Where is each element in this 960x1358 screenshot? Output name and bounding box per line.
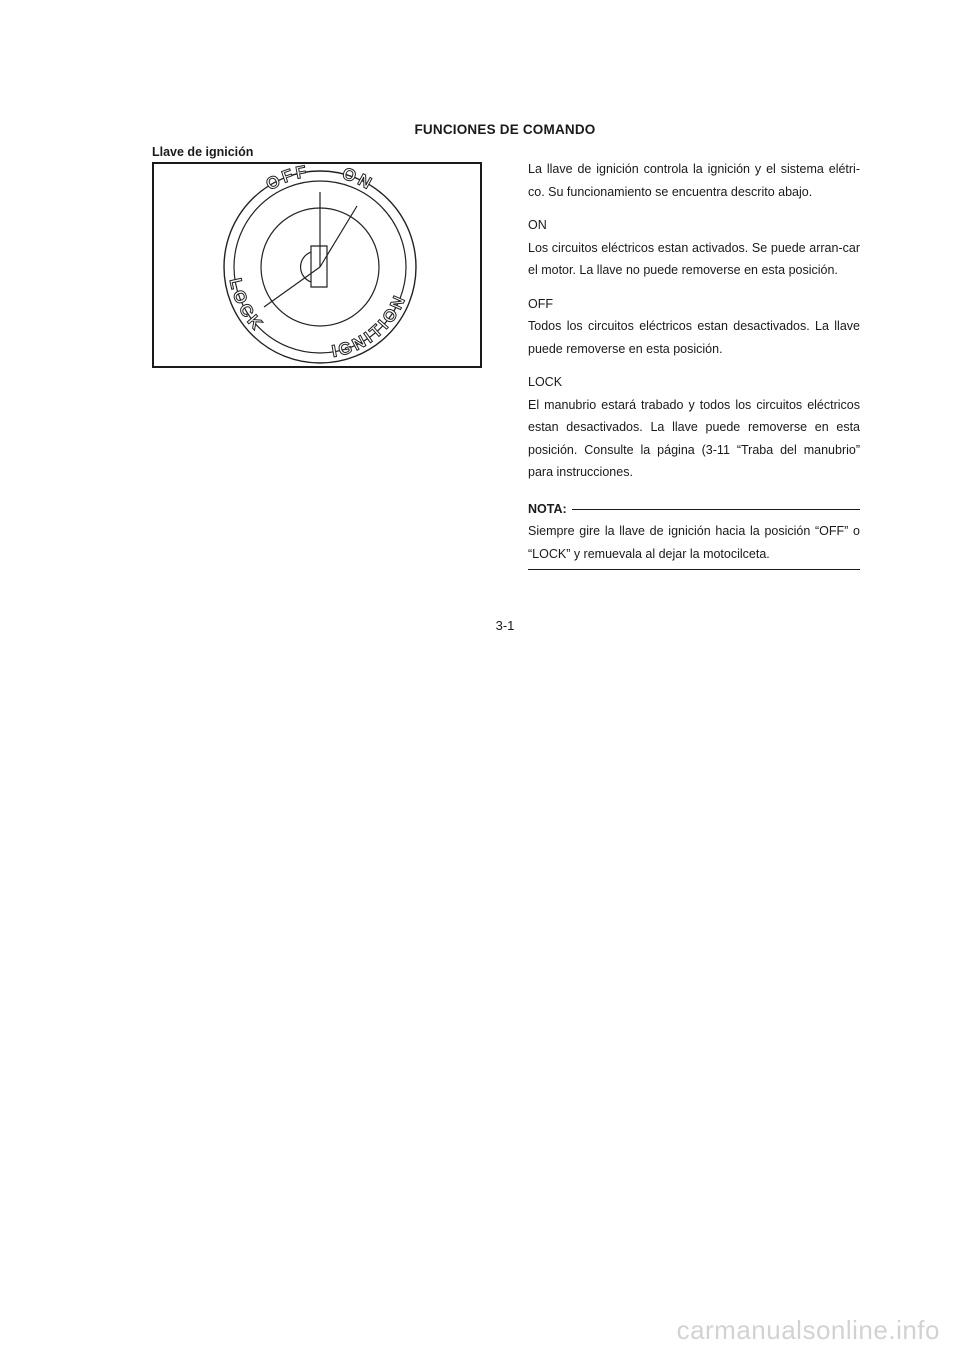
intro-paragraph: La llave de ignición controla la ignición y el sistema elétri-co. Su funcionamiento se encuentra descrito abajo.: [528, 162, 860, 199]
off-description: Todos los circuitos eléctricos estan desactivados. La llave puede removerse en esta posición.: [528, 319, 860, 356]
off-label: OFF: [262, 164, 311, 195]
off-heading: OFF: [528, 296, 553, 311]
ignition-switch-diagram: [154, 164, 480, 366]
ignition-label: IGNITION: [330, 290, 411, 362]
lock-heading: LOCK: [528, 375, 563, 389]
note-header: [528, 498, 860, 521]
on-description: Los circuitos eléctricos estan activados. Se puede arran-car el motor. La llave no puede removerse en esta posición.: [528, 240, 860, 277]
key-slot-icon: [301, 246, 327, 287]
note-text: Siempre gire la llave de ignición hacia la posición “OFF” o “LOCK” y remuevala al dejar la motocilceta.: [528, 520, 860, 570]
on-pointer-line: [320, 206, 357, 267]
ignition-switch-figure: [152, 162, 482, 368]
on-heading: ON: [528, 218, 547, 232]
page-title: FUNCIONES DE COMANDO: [414, 122, 596, 137]
page-number: 3-1: [495, 618, 515, 633]
description-column: [528, 158, 860, 570]
note-top-rule: [572, 509, 860, 510]
lock-description: El manubrio estará trabado y todos los circuitos eléctricos estan desactivados. La llave puede removerse en esta posición. Consulte la página (3-11 “Traba del manubrio” para instrucciones.: [528, 397, 860, 479]
watermark-text: carmanualsonline.info: [676, 1315, 940, 1345]
on-label: ON: [339, 164, 378, 195]
lock-label: LOCK: [225, 276, 268, 336]
section-title: Llave de ignición: [152, 145, 254, 159]
note-label: NOTA:: [528, 501, 567, 516]
